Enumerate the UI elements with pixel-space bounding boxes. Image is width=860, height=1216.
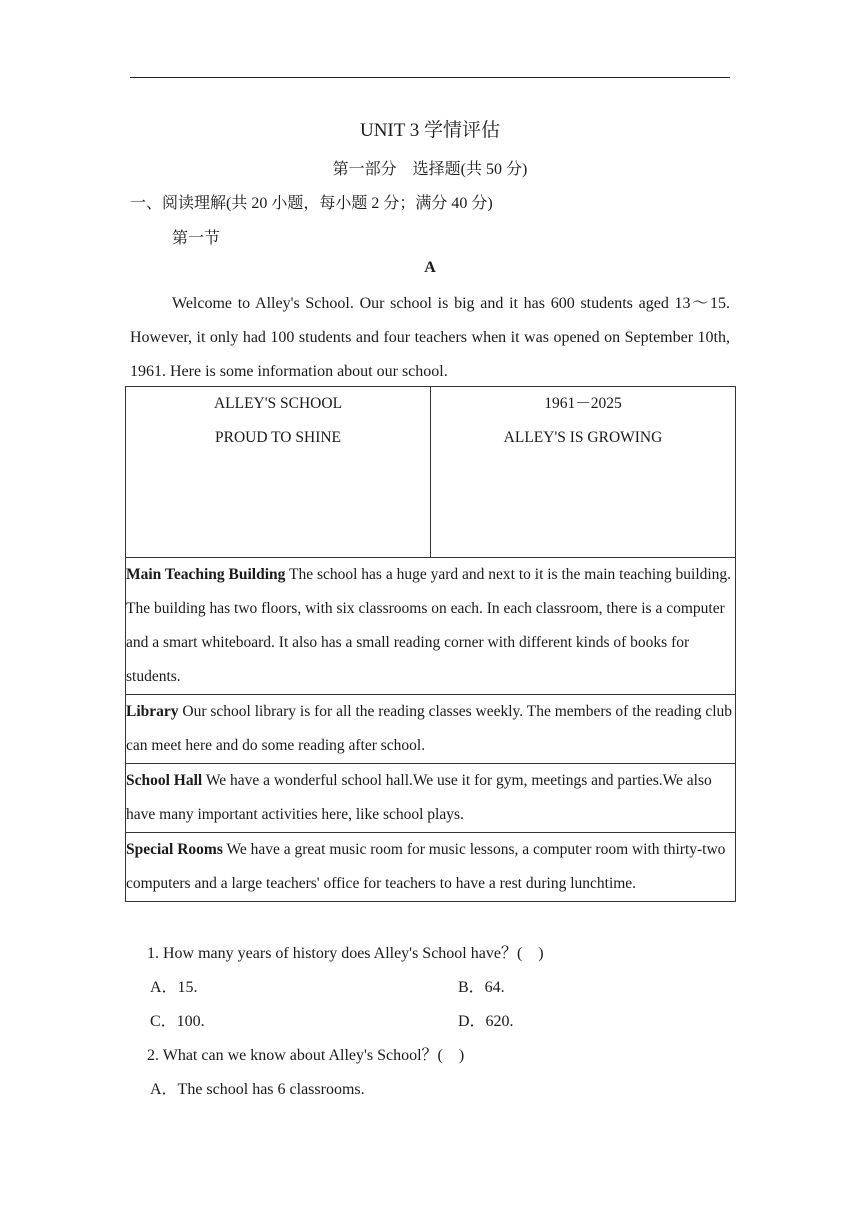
question-1-stem: 1. How many years of history does Alley's School have？( ) <box>147 945 544 962</box>
school-motto-cell <box>126 387 431 558</box>
row-text: The school has a huge yard and next to it is the main teaching building. The building has two floors, with six classrooms on each. In each classroom, there is a computer and a smart whiteboard. It also has a small reading corner with different kinds of books for students. <box>126 566 732 685</box>
row-text: Our school library is for all the reading classes weekly. The members of the reading club can meet here and do some reading after school. <box>126 703 733 754</box>
school-motto: PROUD TO SHINE <box>214 429 342 446</box>
table-row <box>126 558 736 695</box>
special-rooms-cell <box>126 833 736 902</box>
row-heading: Special Rooms <box>126 841 223 858</box>
question-1-option-c[interactable]: C．100. <box>150 1013 205 1030</box>
library-cell <box>126 695 736 764</box>
question-1-option-b[interactable]: B．64. <box>458 979 505 996</box>
header-rule <box>130 77 730 78</box>
passage-letter: A <box>424 259 436 276</box>
question-1-option-d[interactable]: D．620. <box>458 1013 514 1030</box>
table-row <box>126 833 736 902</box>
question-1-option-a[interactable]: A．15. <box>150 979 198 996</box>
section-heading: 一、阅读理解(共 20 小题，每小题 2 分；满分 40 分) <box>130 195 493 212</box>
row-text: We have a wonderful school hall.We use it for gym, meetings and parties.We also have many important activities here, like school plays. <box>126 772 712 823</box>
table-row <box>126 764 736 833</box>
part-heading: 第一部分 选择题(共 50 分) <box>332 161 528 178</box>
page-title: UNIT 3 学情评估 <box>359 120 501 141</box>
question-2-option-a[interactable]: A．The school has 6 classrooms. <box>150 1081 365 1098</box>
row-heading: Main Teaching Building <box>126 566 286 583</box>
main-building-cell <box>126 558 736 695</box>
school-name: ALLEY'S SCHOOL <box>213 395 343 412</box>
intro-paragraph: Welcome to Alley's School. Our school is big and it has 600 students aged 13～15. However, it only had 100 students and four teachers when it was opened on September 10th, 1961. Here is some information about our school. <box>130 295 730 380</box>
table-header-row <box>126 387 736 558</box>
school-info-table <box>125 386 736 902</box>
question-2-stem: 2. What can we know about Alley's School？( ) <box>147 1047 465 1064</box>
table-row <box>126 695 736 764</box>
subsection-heading: 第一节 <box>172 230 221 247</box>
row-heading: School Hall <box>126 772 203 789</box>
school-years-cell <box>431 387 736 558</box>
row-text: We have a great music room for music lessons, a computer room with thirty-two computers and a large teachers' office for teachers to have a rest during lunchtime. <box>126 841 726 892</box>
school-hall-cell <box>126 764 736 833</box>
row-heading: Library <box>126 703 179 720</box>
school-slogan: ALLEY'S IS GROWING <box>503 429 663 446</box>
school-years: 1961－2025 <box>544 395 622 412</box>
